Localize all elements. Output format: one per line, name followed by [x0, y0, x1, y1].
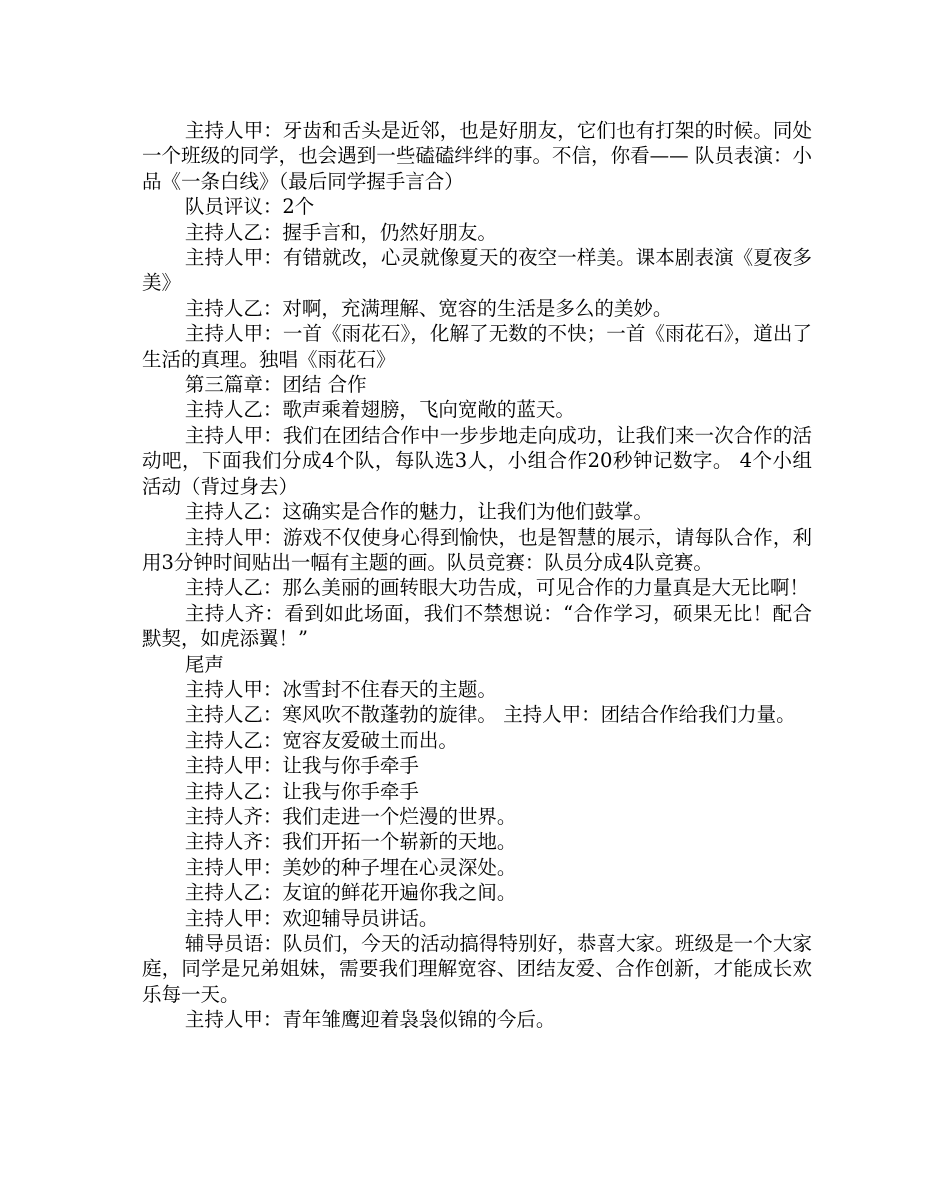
- paragraph: 主持人甲：冰雪封不住春天的主题。: [184, 677, 497, 701]
- paragraph: 主持人甲：我们在团结合作中一步步地走向成功，让我们来一次合作的活动吧，下面我们分成4个队，每队选3人，小组合作20秒钟记数字。 4个小组活动（背过身去）: [142, 423, 812, 498]
- section-heading: 尾声: [184, 652, 224, 676]
- section-heading: 第三篇章：团结 合作: [184, 373, 367, 397]
- paragraph: 主持人甲：欢迎辅导员讲话。: [184, 906, 439, 930]
- paragraph: 主持人乙：这确实是合作的魅力，让我们为他们鼓掌。: [184, 500, 653, 524]
- paragraph: 主持人乙：宽容友爱破土而出。: [184, 728, 458, 752]
- paragraph: 主持人甲：美妙的种子埋在心灵深处。: [184, 855, 517, 879]
- paragraph: 主持人乙：握手言和，仍然好朋友。: [184, 220, 497, 244]
- paragraph: 主持人乙：让我与你手牵手: [184, 779, 419, 803]
- paragraph: 主持人乙：那么美丽的画转眼大功告成，可见合作的力量真是大无比啊！: [184, 576, 809, 600]
- paragraph: 主持人乙：歌声乘着翅膀，飞向宽敞的蓝天。: [184, 398, 575, 422]
- paragraph: 队员评议：2个: [184, 195, 315, 219]
- paragraph: 主持人乙：对啊，充满理解、宽容的生活是多么的美妙。: [184, 296, 673, 320]
- paragraph: 主持人甲：让我与你手牵手: [184, 754, 419, 778]
- paragraph: 主持人齐：看到如此场面，我们不禁想说：“合作学习，硕果无比！配合默契，如虎添翼！”: [142, 601, 812, 651]
- paragraph: 主持人乙：友谊的鲜花开遍你我之间。: [184, 881, 517, 905]
- paragraph: 主持人甲：青年雏鹰迎着袅袅似锦的今后。: [184, 1008, 556, 1032]
- paragraph: 主持人乙：寒风吹不散蓬勃的旋律。 主持人甲：团结合作给我们力量。: [184, 703, 796, 727]
- paragraph: 辅导员语：队员们，今天的活动搞得特别好，恭喜大家。班级是一个大家庭，同学是兄弟姐妹，需要我们理解宽容、团结友爱、合作创新，才能成长欢乐每一天。: [142, 932, 812, 1006]
- paragraph: 主持人甲：游戏不仅使身心得到愉快，也是智慧的展示，请每队合作，利用3分钟时间贴出一幅有主题的画。队员竞赛：队员分成4队竞赛。: [142, 525, 812, 574]
- paragraph: 主持人齐：我们走进一个烂漫的世界。: [184, 804, 517, 828]
- paragraph: 主持人齐：我们开拓一个崭新的天地。: [184, 830, 517, 854]
- paragraph: 主持人甲：有错就改，心灵就像夏天的夜空一样美。课本剧表演《夏夜多美》: [142, 246, 812, 295]
- paragraph: 主持人甲：一首《雨花石》，化解了无数的不快；一首《雨花石》，道出了生活的真理。独唱《雨花石》: [142, 322, 812, 371]
- paragraph: 主持人甲：牙齿和舌头是近邻，也是好朋友，它们也有打架的时候。同处一个班级的同学，也会遇到一些磕磕绊绊的事。不信，你看—— 队员表演：小品《一条白线》（最后同学握手言合）: [142, 119, 812, 193]
- document-page: [142, 118, 812, 1033]
